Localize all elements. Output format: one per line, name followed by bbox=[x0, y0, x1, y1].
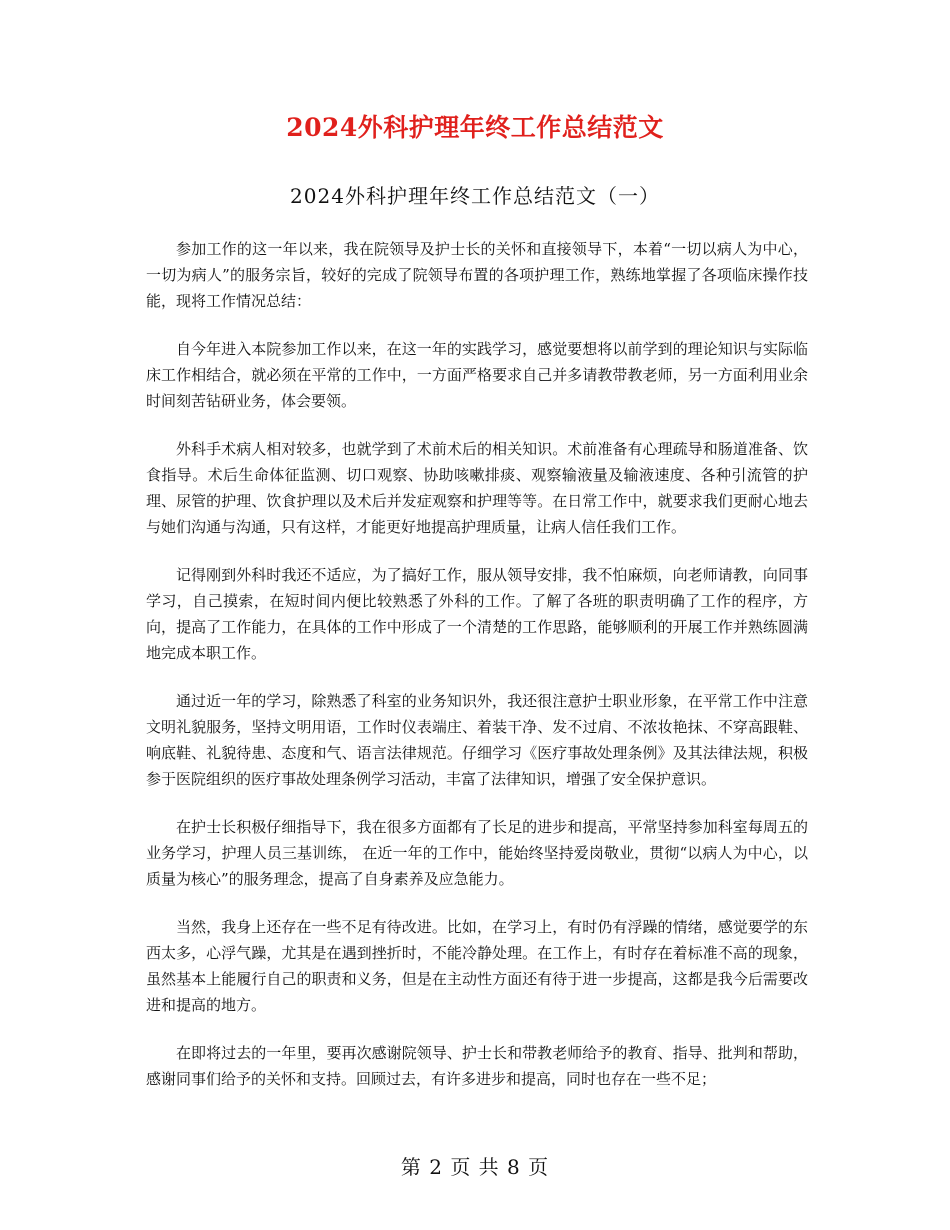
page-number-footer: 第 2 页 共 8 页 bbox=[400, 1155, 550, 1179]
paragraph: 参加工作的这一年以来，我在院领导及护士长的关怀和直接领导下，本着“一切以病人为中心，一切为病人”的服务宗旨，较好的完成了院领导布置的各项护理工作，熟练地掌握了各项临床操作技能，现将工作情况总结： bbox=[146, 240, 808, 310]
paragraph: 通过近一年的学习，除熟悉了科室的业务知识外，我还很注意护士职业形象，在平常工作中注意文明礼貌服务，坚持文明用语，工作时仪表端庄、着装干净、发不过肩、不浓妆艳抹、不穿高跟鞋、响底鞋、礼貌待患、态度和气、语言法律规范。仔细学习《医疗事故处理条例》及其法律法规，积极参于医院组织的医疗事故处理条例学习活动，丰富了法律知识，增强了安全保护意识。 bbox=[146, 692, 808, 788]
document-title: 2024外科护理年终工作总结范文 bbox=[286, 113, 664, 142]
paragraph: 记得刚到外科时我还不适应，为了搞好工作，服从领导安排，我不怕麻烦，向老师请教，向同事学习，自己摸索，在短时间内便比较熟悉了外科的工作。了解了各班的职责明确了工作的程序，方向，提高了工作能力，在具体的工作中形成了一个清楚的工作思路，能够顺利的开展工作并熟练圆满地完成本职工作。 bbox=[146, 566, 808, 662]
paragraph: 在护士长积极仔细指导下，我在很多方面都有了长足的进步和提高，平常坚持参加科室每周五的业务学习，护理人员三基训练， 在近一年的工作中，能始终坚持爱岗敬业，贯彻“以病人为中心，以质量为核心”的服务理念，提高了自身素养及应急能力。 bbox=[146, 818, 808, 888]
document-subtitle: 2024外科护理年终工作总结范文（一） bbox=[290, 184, 660, 208]
document-body bbox=[146, 236, 808, 1114]
paragraph: 在即将过去的一年里，要再次感谢院领导、护士长和带教老师给予的教育、指导、批判和帮助，感谢同事们给予的关怀和支持。回顾过去，有许多进步和提高，同时也存在一些不足； bbox=[146, 1044, 808, 1088]
paragraph: 外科手术病人相对较多，也就学到了术前术后的相关知识。术前准备有心理疏导和肠道准备、饮食指导。术后生命体征监测、切口观察、协助咳嗽排痰、观察输液量及输液速度、各种引流管的护理、尿管的护理、饮食护理以及术后并发症观察和护理等等。在日常工作中，就要求我们更耐心地去与她们沟通与沟通，只有这样，才能更好地提高护理质量，让病人信任我们工作。 bbox=[146, 440, 808, 536]
paragraph: 自今年进入本院参加工作以来，在这一年的实践学习，感觉要想将以前学到的理论知识与实际临床工作相结合，就必须在平常的工作中，一方面严格要求自己并多请教带教老师，另一方面利用业余时间刻苦钻研业务，体会要领。 bbox=[146, 340, 808, 410]
paragraph: 当然，我身上还存在一些不足有待改进。比如，在学习上，有时仍有浮躁的情绪，感觉要学的东西太多，心浮气躁，尤其是在遇到挫折时，不能冷静处理。在工作上，有时存在着标准不高的现象，虽然基本上能履行自己的职责和义务，但是在主动性方面还有待于进一步提高，这都是我今后需要改进和提高的地方。 bbox=[146, 918, 808, 1014]
